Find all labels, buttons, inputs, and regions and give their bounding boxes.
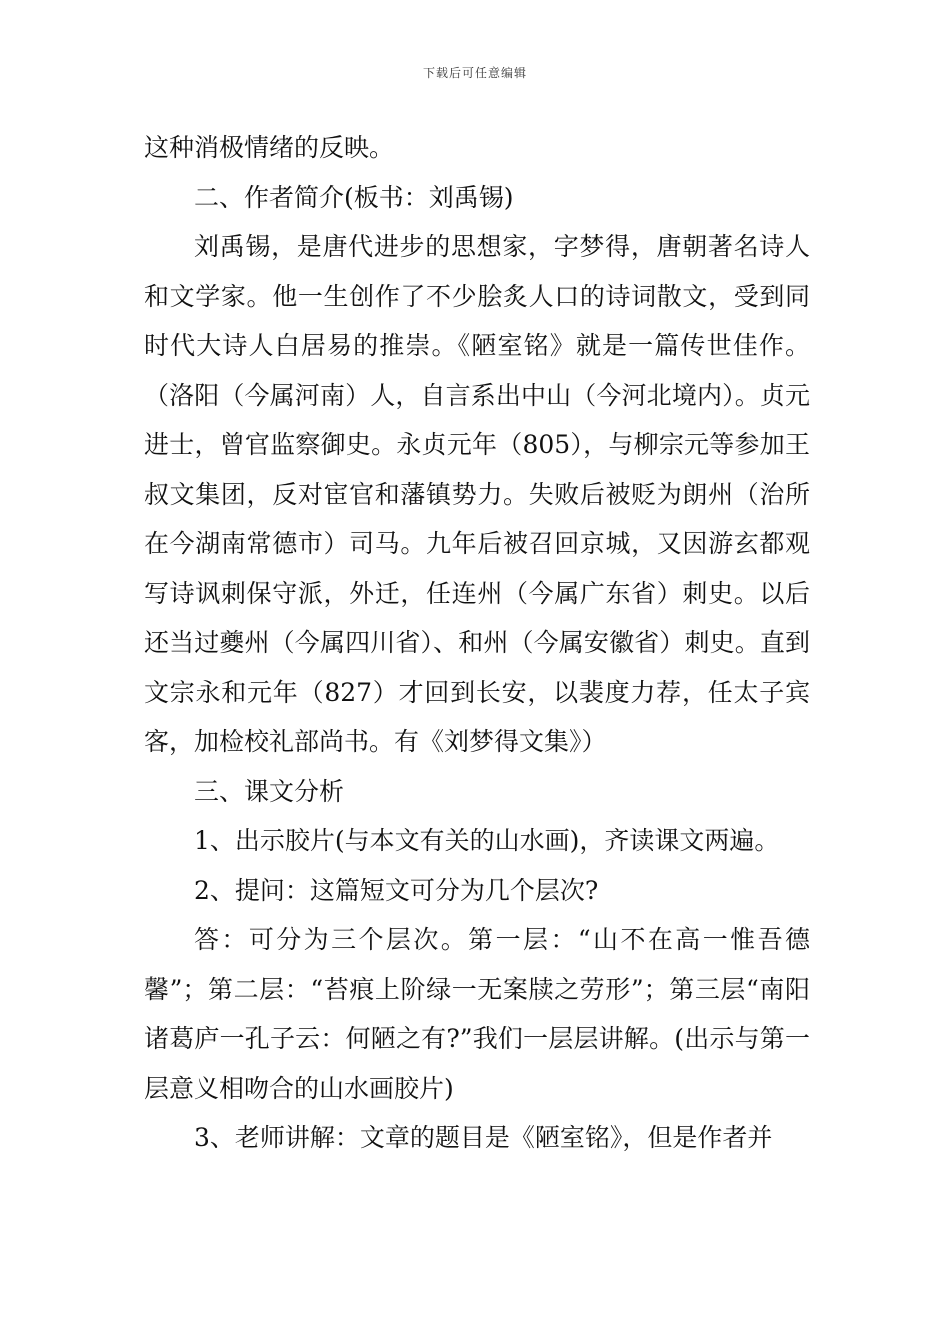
page-header: 下载后可任意编辑 bbox=[422, 66, 527, 80]
document-body bbox=[144, 123, 810, 1163]
list-item-step-1: 1、出示胶片(与本文有关的山水画)，齐读课文两遍。 bbox=[194, 826, 780, 855]
paragraph-continuation: 这种消极情绪的反映。 bbox=[144, 133, 395, 162]
list-item-step-2: 2、提问：这篇短文可分为几个层次? bbox=[194, 875, 599, 905]
paragraph-answer: 答：可分为三个层次。第一层：“山不在高一惟吾德馨”；第二层：“苔痕上阶绿一无案牍之劳形”；第三层“南阳诸葛庐一孔子云：何陋之有?”我们一层层讲解。(出示与第一层意义相吻合的山水画胶片) bbox=[144, 925, 810, 1103]
paragraph-author-bio: 刘禹锡，是唐代进步的思想家，字梦得，唐朝著名诗人和文学家。他一生创作了不少脍炙人口的诗词散文，受到同时代大诗人白居易的推崇。《陋室铭》就是一篇传世佳作。（洛阳（今属河南）人，自言系出中山（今河北境内）。贞元进士，曾官监察御史。永贞元年（805），与柳宗元等参加王叔文集团，反对宦官和藩镇势力。失败后被贬为朗州（治所在今湖南常德市）司马。九年后被召回京城，又因游玄都观写诗讽刺保守派，外迁，任连州（今属广东省）刺史。以后还当过夔州（今属四川省）、和州（今属安徽省）刺史。直到文宗永和元年（827）才回到长安，以裴度力荐，任太子宾客，加检校礼部尚书。有《刘梦得文集》） bbox=[144, 232, 810, 756]
section-heading-analysis: 三、课文分析 bbox=[194, 776, 345, 806]
section-heading-author: 二、作者简介(板书：刘禹锡) bbox=[194, 182, 514, 212]
list-item-step-3: 3、老师讲解：文章的题目是《陋室铭》，但是作者并 bbox=[194, 1123, 773, 1152]
